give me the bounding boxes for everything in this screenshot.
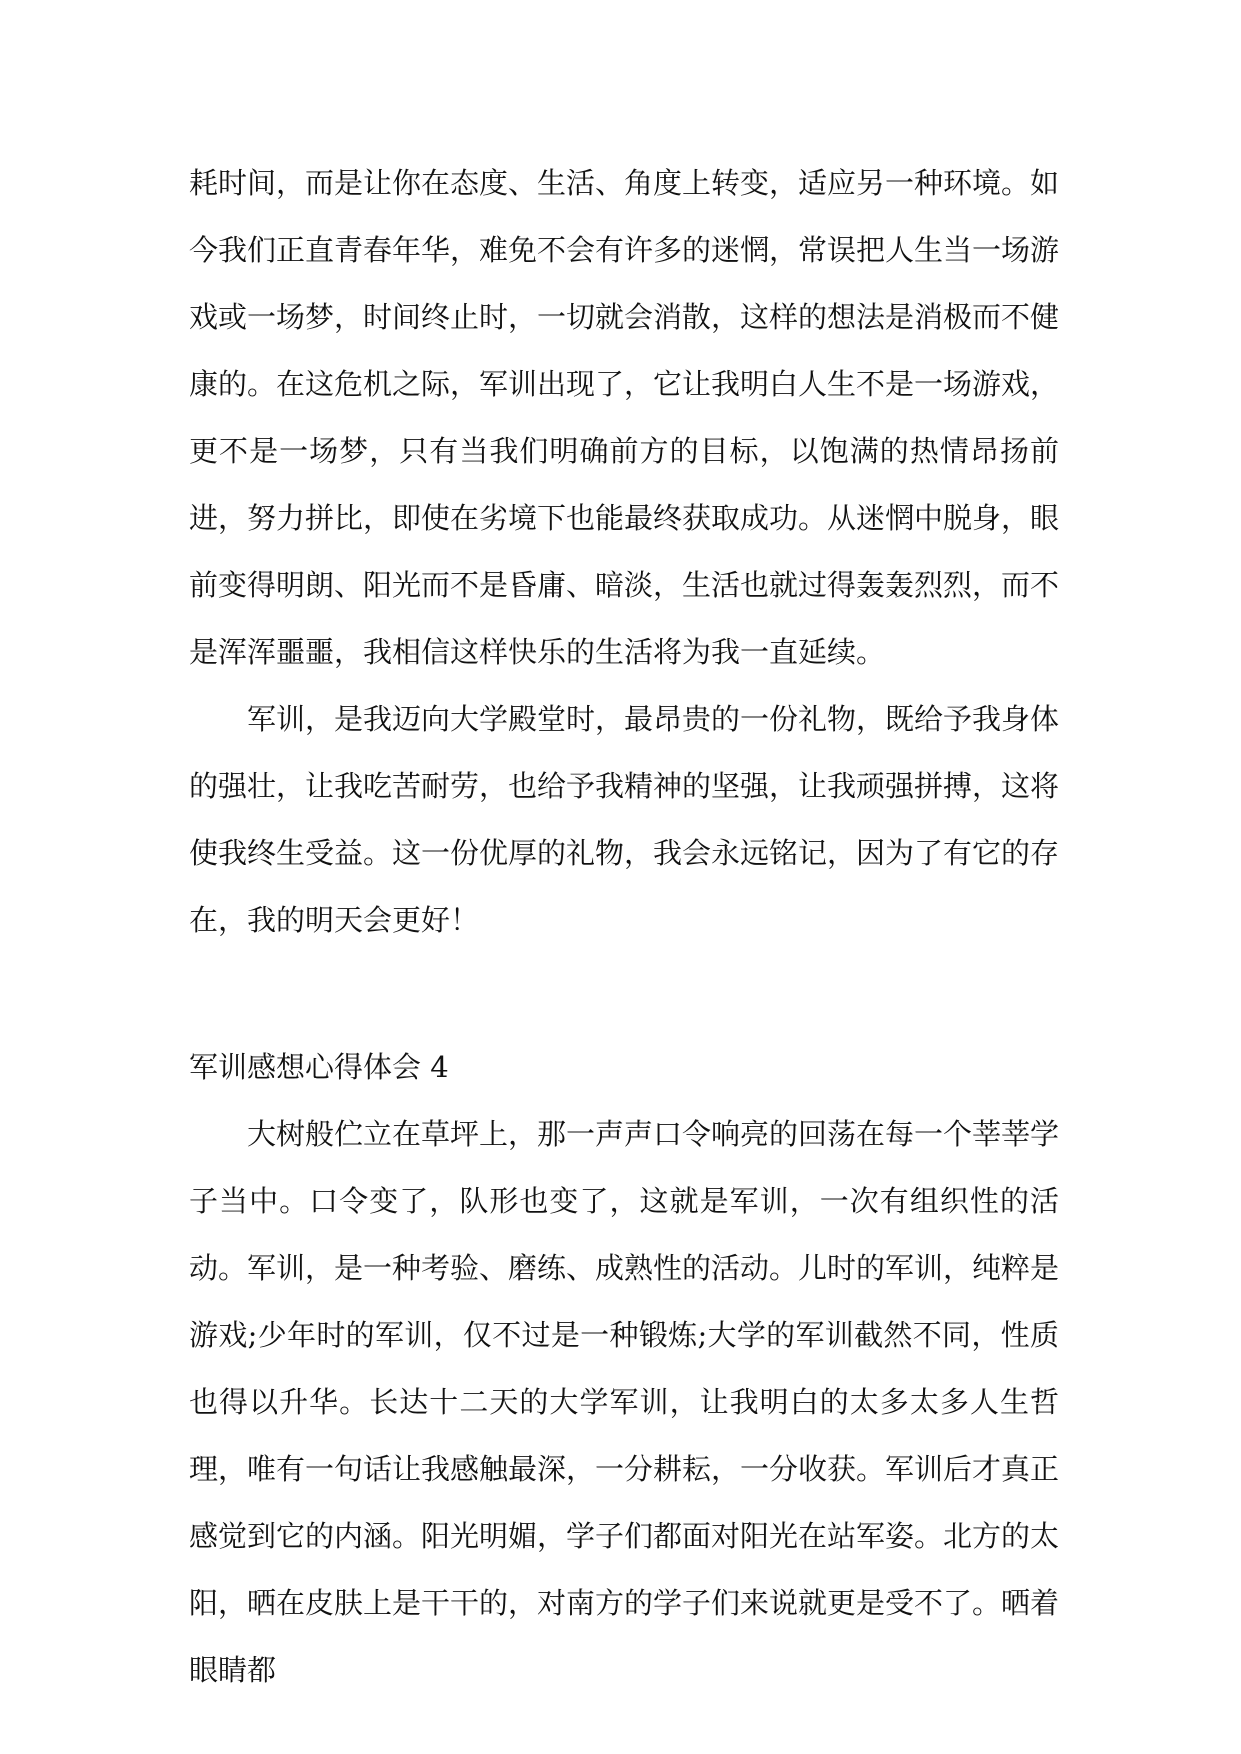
paragraph-continuation: 耗时间，而是让你在态度、生活、角度上转变，适应另一种环境。如今我们正直青春年华，难免不会有许多的迷惘，常误把人生当一场游戏或一场梦，时间终止时，一切就会消散，这样的想法是消极而不健康的。在这危机之际，军训出现了，它让我明白人生不是一场游戏，更不是一场梦，只有当我们明确前方的目标，以饱满的热情昂扬前进，努力拼比，即使在劣境下也能最终获取成功。从迷惘中脱身，眼前变得明朗、阳光而不是昏庸、暗淡，生活也就过得轰轰烈烈，而不是浑浑噩噩，我相信这样快乐的生活将为我一直延续。 [189, 166, 1060, 669]
section-heading: 军训感想心得体会 4 [189, 1050, 449, 1084]
paragraph-section-4: 大树般伫立在草坪上，那一声声口令响亮的回荡在每一个莘莘学子当中。口令变了，队形也变了，这就是军训，一次有组织性的活动。军训，是一种考验、磨练、成熟性的活动。儿时的军训，纯粹是游戏;少年时的军训，仅不过是一种锻炼;大学的军训截然不同，性质也得以升华。长达十二天的大学军训，让我明白的太多太多人生哲理，唯有一句话让我感触最深，一分耕耘，一分收获。军训后才真正感觉到它的内涵。阳光明媚，学子们都面对阳光在站军姿。北方的太阳，晒在皮肤上是干干的，对南方的学子们来说就更是受不了。晒着眼睛都 [189, 1117, 1060, 1687]
paragraph-gift: 军训，是我迈向大学殿堂时，最昂贵的一份礼物，既给予我身体的强壮，让我吃苦耐劳，也给予我精神的坚强，让我顽强拼搏，这将使我终生受益。这一份优厚的礼物，我会永远铭记，因为了有它的存在，我的明天会更好！ [189, 702, 1060, 937]
section-spacer [189, 954, 1059, 1034]
document-body [189, 150, 1059, 1704]
